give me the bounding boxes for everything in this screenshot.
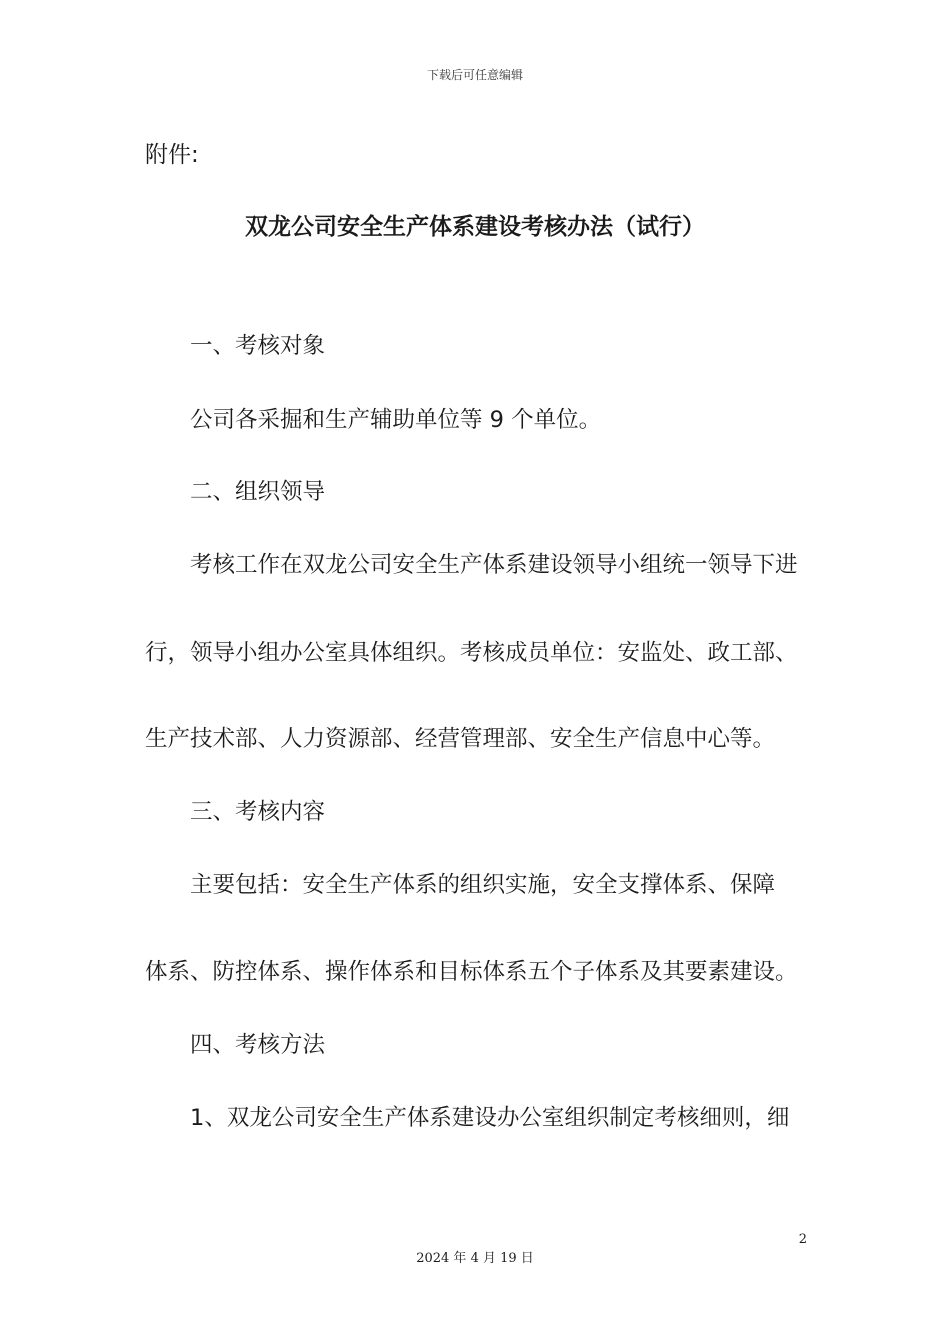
footer-date: 2024 年 4 月 19 日	[416, 1251, 534, 1266]
paragraph-line: 考核工作在双龙公司安全生产体系建设领导小组统一领导下进	[190, 552, 798, 578]
section-heading-2: 二、组织领导	[190, 479, 326, 505]
section-heading-4: 四、考核方法	[190, 1032, 326, 1058]
paragraph-line: 1、双龙公司安全生产体系建设办公室组织制定考核细则，细	[190, 1105, 790, 1131]
document-title: 双龙公司安全生产体系建设考核办法（试行）	[245, 214, 705, 240]
paragraph-line: 公司各采掘和生产辅助单位等 9 个单位。	[190, 407, 602, 433]
attachment-label: 附件:	[145, 142, 199, 168]
section-heading-3: 三、考核内容	[190, 799, 326, 825]
paragraph-line: 行，领导小组办公室具体组织。考核成员单位：安监处、政工部、	[145, 640, 798, 666]
paragraph-line: 体系、防控体系、操作体系和目标体系五个子体系及其要素建设。	[145, 959, 798, 985]
section-heading-1: 一、考核对象	[190, 333, 326, 359]
paragraph-line: 生产技术部、人力资源部、经营管理部、安全生产信息中心等。	[145, 726, 776, 752]
header-note: 下载后可任意编辑	[426, 68, 523, 82]
page-number: 2	[798, 1232, 807, 1247]
paragraph-line: 主要包括：安全生产体系的组织实施，安全支撑体系、保障	[190, 872, 776, 898]
